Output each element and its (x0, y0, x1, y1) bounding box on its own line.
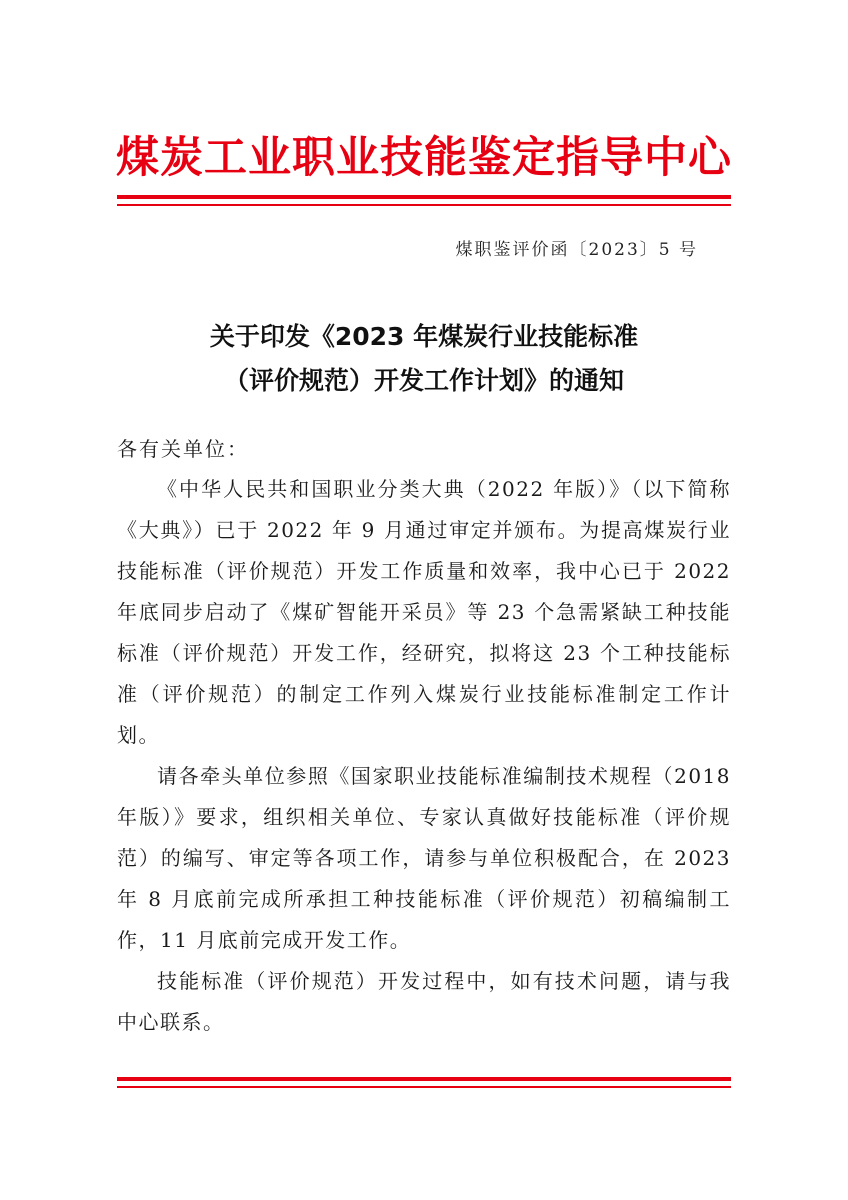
salutation: 各有关单位： (117, 437, 249, 461)
body-paragraph-2: 请各牵头单位参照《国家职业技能标准编制技术规程（2018 年版）》要求，组织相关单位、专家认真做好技能标准（评价规范）的编写、审定等各项工作，请参与单位积极配合，在 2023 年 8 月底前完成所承担工种技能标准（评价规范）初稿编制工作，11 月底前完成开发工作。 (117, 764, 731, 952)
footer-rule-thin (117, 1086, 731, 1088)
header-rule-thin (117, 204, 731, 206)
body-paragraph-3: 技能标准（评价规范）开发过程中，如有技术问题，请与我中心联系。 (117, 969, 731, 1034)
header-rule-thick (117, 195, 731, 199)
document-title (0, 315, 848, 403)
document-title-line-1: 关于印发《2023 年煤炭行业技能标准 (209, 322, 639, 351)
footer-rule-thick (117, 1077, 731, 1081)
org-header-title: 煤炭工业职业技能鉴定指导中心 (116, 133, 732, 183)
document-number: 煤职鉴评价函〔2023〕5 号 (455, 240, 698, 260)
document-title-line-2: （评价规范）开发工作计划》的通知 (223, 366, 624, 395)
body-text (117, 469, 731, 1043)
body-paragraph-1: 《中华人民共和国职业分类大典（2022 年版）》（以下简称《大典》）已于 2022 年 9 月通过审定并颁布。为提高煤炭行业技能标准（评价规范）开发工作质量和效率，我中心已于 2022 年底同步启动了《煤矿智能开采员》等 23 个急需紧缺工种技能标准（评价规范）开发工作，经研究，拟将这 23 个工种技能标准（评价规范）的制定工作列入煤炭行业技能标准制定工作计划。 (117, 477, 731, 747)
